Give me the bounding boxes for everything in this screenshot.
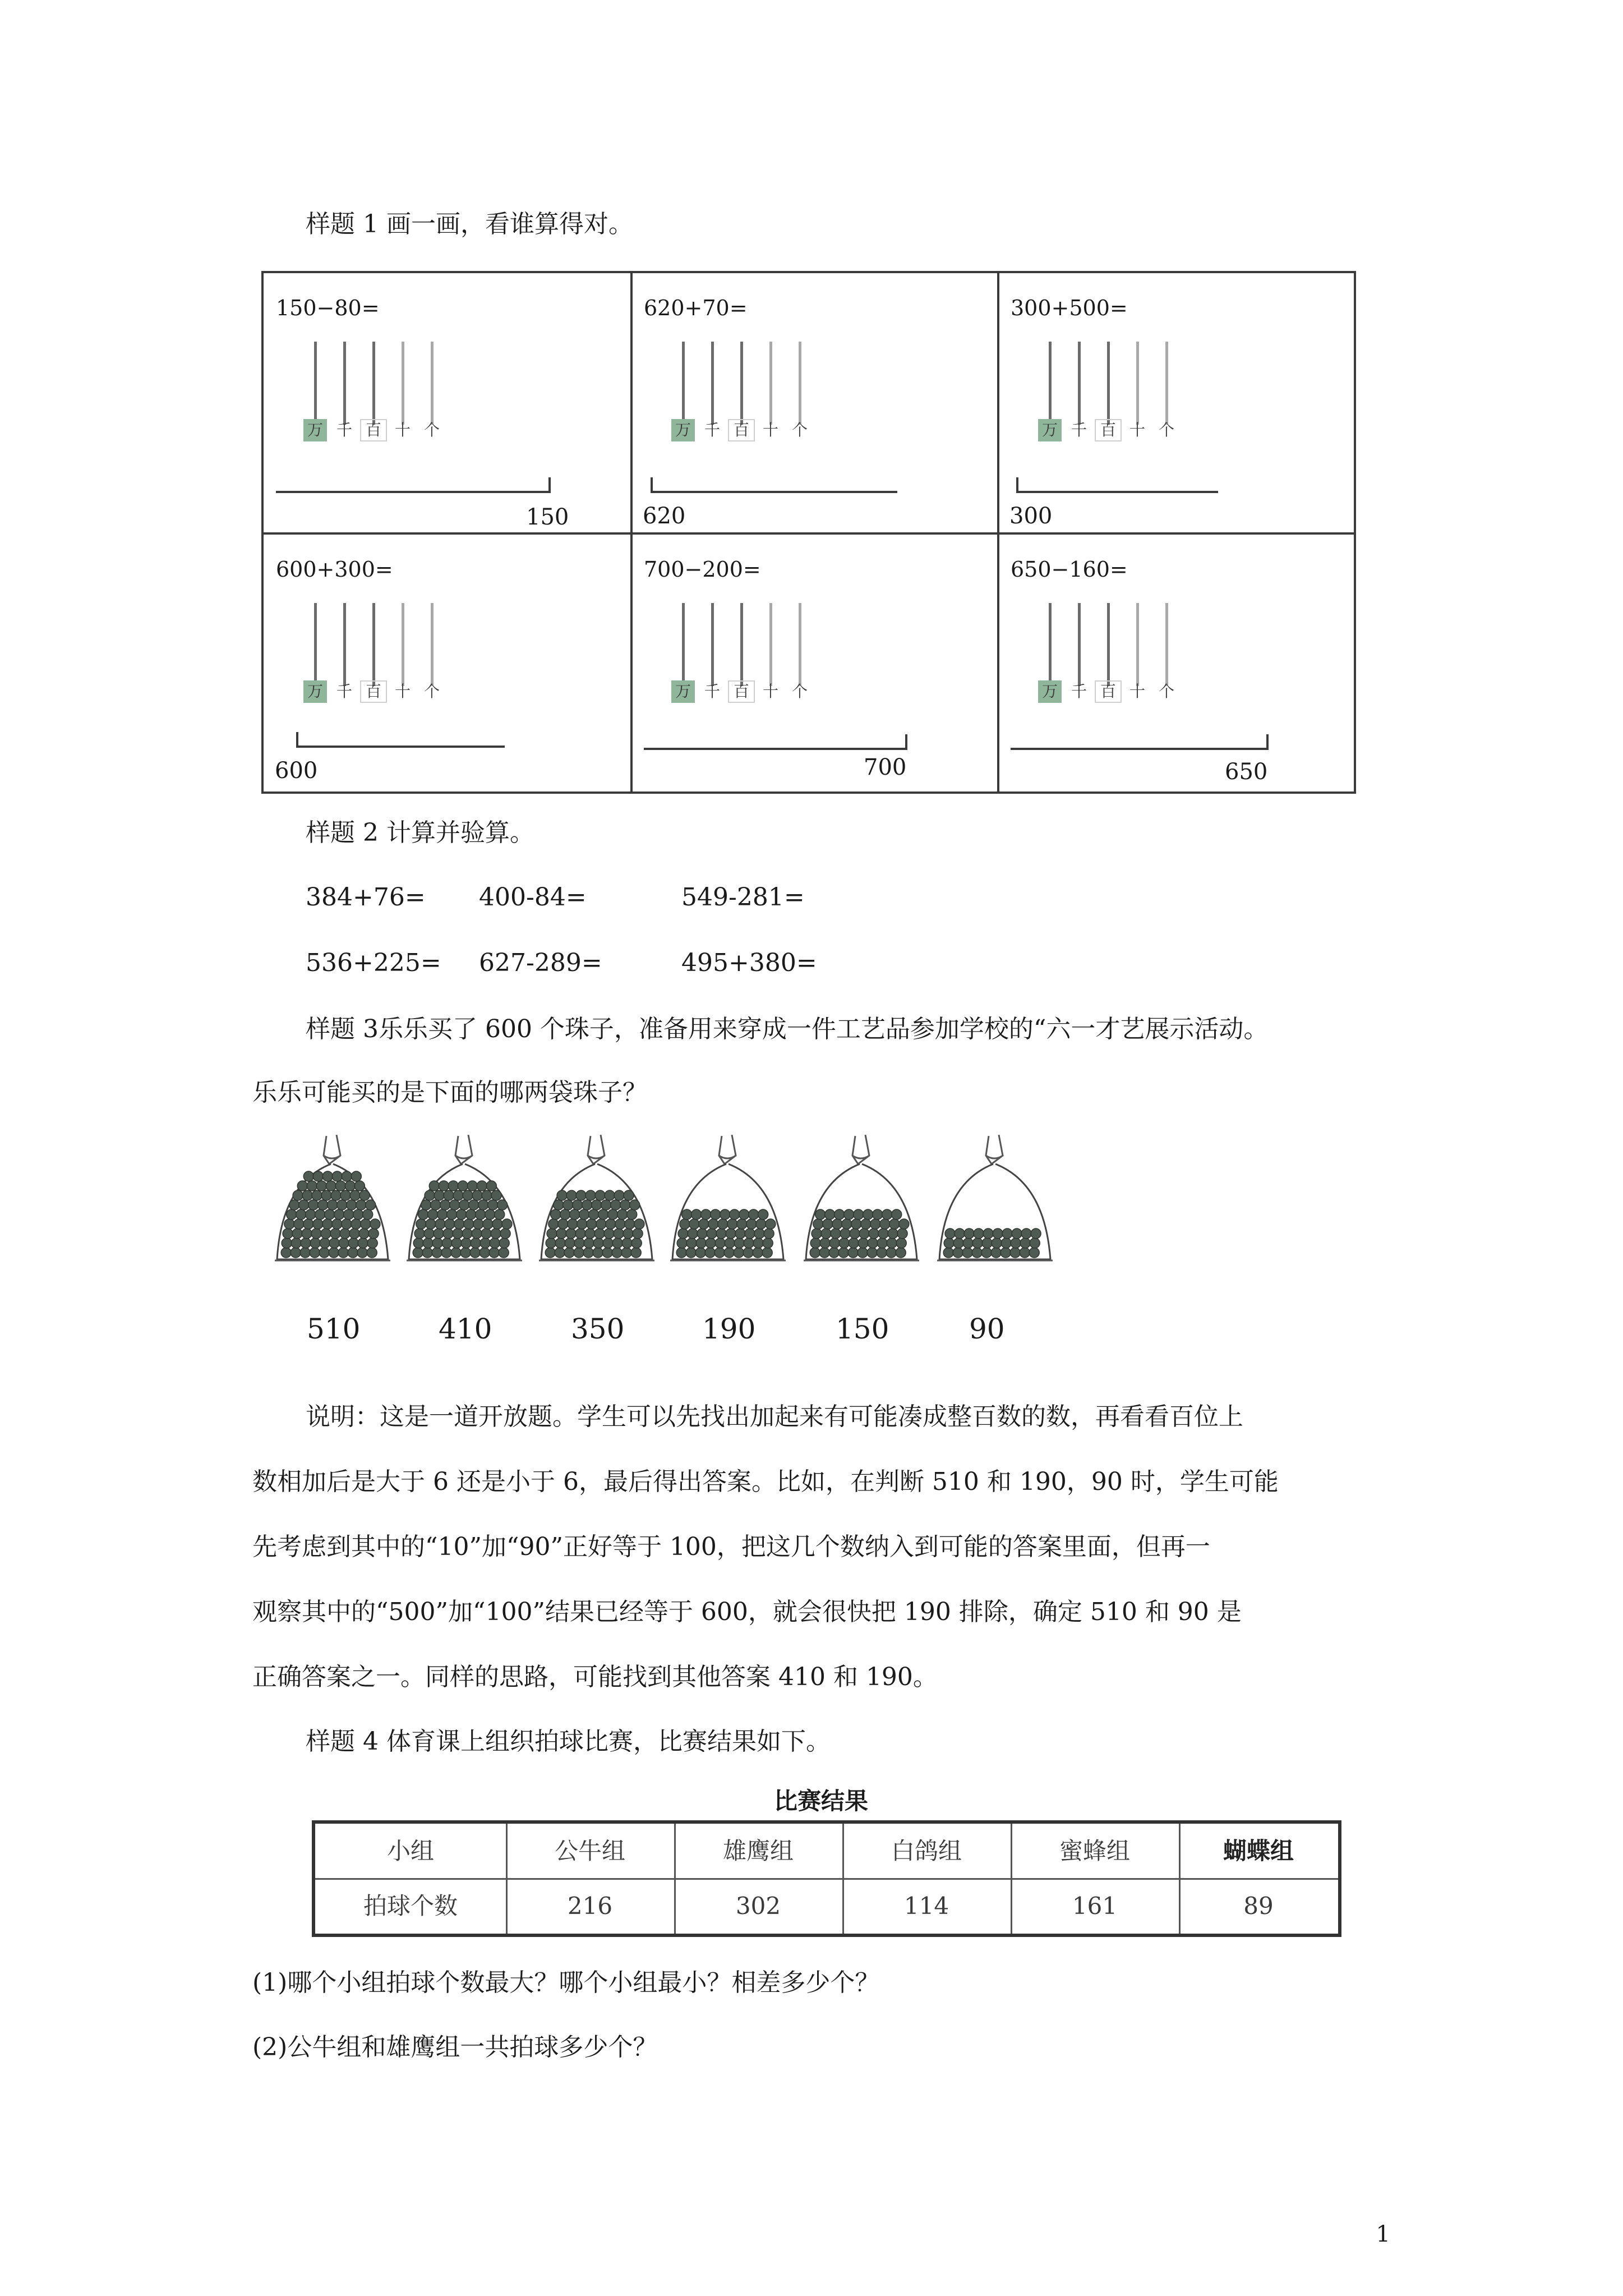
abacus-rod <box>1078 603 1081 686</box>
abacus-rod <box>1165 603 1168 686</box>
abacus-rod <box>769 342 772 425</box>
number-line <box>651 491 897 493</box>
place-box <box>728 680 755 703</box>
number-line-tick <box>1016 477 1018 493</box>
place-label: 个 <box>1158 421 1174 439</box>
bag-count-label: 410 <box>439 1313 492 1345</box>
question-2: (2)公牛组和雄鹰组一共拍球多少个？ <box>252 2033 658 2062</box>
bag-count-label: 150 <box>836 1313 889 1345</box>
bead-bag <box>534 1130 658 1282</box>
table-cell: 161 <box>1072 1892 1118 1920</box>
place-box <box>1095 419 1122 441</box>
number-line-tick <box>651 477 653 493</box>
place-label: 万 <box>671 680 695 703</box>
place-label: 百 <box>1100 421 1116 439</box>
number-line-label: 620 <box>643 503 686 529</box>
problem2-item: 384+76= <box>306 883 426 912</box>
place-label: 百 <box>733 682 749 701</box>
cell-expression: 620+70= <box>644 296 748 320</box>
abacus-rod <box>740 342 743 425</box>
number-line-tick <box>296 732 298 748</box>
abacus-rod <box>314 603 317 686</box>
table-cell: 114 <box>903 1892 949 1920</box>
abacus-rod <box>372 603 375 686</box>
place-label: 万 <box>303 419 327 441</box>
place-label: 千 <box>1071 421 1087 439</box>
page-number: 1 <box>1376 2221 1390 2247</box>
place-label: 千 <box>704 682 720 701</box>
bead-bag <box>270 1130 394 1282</box>
explanation-line: 数相加后是大于 6 还是小于 6，最后得出答案。比如，在判断 510 和 190，90 时，学生可能 <box>252 1467 1279 1496</box>
problem1-cell <box>264 273 629 532</box>
place-label: 十 <box>762 682 778 701</box>
place-label: 万 <box>671 419 695 441</box>
cell-expression: 600+300= <box>276 557 393 582</box>
explanation-line: 先考虑到其中的“10”加“90”正好等于 100，把这几个数纳入到可能的答案里面，但再一 <box>252 1533 1210 1561</box>
problem1-grid <box>261 271 1356 794</box>
place-label: 十 <box>762 421 778 439</box>
table-cell: 216 <box>567 1892 613 1920</box>
abacus-rod <box>682 603 685 686</box>
explanation-line: 正确答案之一。同样的思路，可能找到其他答案 410 和 190。 <box>252 1663 938 1691</box>
place-label: 十 <box>394 421 411 439</box>
place-label: 万 <box>303 680 327 703</box>
place-label: 个 <box>423 682 440 701</box>
abacus-rod <box>799 603 801 686</box>
explanation-line: 观察其中的“500”加“100”结果已经等于 600，就会很快把 190 排除，确定 510 和 90 是 <box>252 1598 1242 1626</box>
place-label: 千 <box>704 421 720 439</box>
number-line-tick <box>905 734 907 750</box>
abacus-rod <box>740 603 743 686</box>
abacus-rod <box>1078 342 1081 425</box>
abacus-rod <box>1165 342 1168 425</box>
place-label: 千 <box>336 682 352 701</box>
number-line <box>296 746 505 748</box>
table-header-cell: 雄鹰组 <box>722 1837 794 1865</box>
problem1-cell <box>631 273 997 532</box>
place-label: 百 <box>365 682 381 701</box>
place-label: 万 <box>1038 419 1062 441</box>
abacus-rod <box>431 603 434 686</box>
bead-bag <box>933 1130 1056 1282</box>
place-label: 百 <box>365 421 381 439</box>
problem1-cell <box>998 273 1357 532</box>
cell-expression: 150−80= <box>276 296 380 320</box>
place-label: 个 <box>423 421 440 439</box>
number-line-label: 300 <box>1009 503 1053 529</box>
abacus-rod <box>1107 342 1110 425</box>
bag-count-label: 510 <box>307 1313 361 1345</box>
abacus-rod <box>1049 603 1052 686</box>
table-header-cell: 白鸽组 <box>891 1837 962 1865</box>
number-line-label: 650 <box>1225 759 1268 785</box>
place-label: 个 <box>1158 682 1174 701</box>
place-label: 个 <box>791 421 808 439</box>
number-line <box>1011 748 1269 750</box>
problem3-line1: 样题 3乐乐买了 600 个珠子，准备用来穿成一件工艺品参加学校的“六一才艺展示活动。 <box>306 1015 1269 1043</box>
table-header-cell: 蝴蝶组 <box>1223 1837 1294 1865</box>
abacus-rod <box>769 603 772 686</box>
place-label: 百 <box>1100 682 1116 701</box>
number-line <box>276 491 551 493</box>
bag-count-label: 90 <box>969 1313 1005 1345</box>
problem2-title: 样题 2 计算并验算。 <box>306 818 534 847</box>
bead-bag <box>799 1130 923 1282</box>
problem2-item: 400-84= <box>479 883 587 912</box>
problem1-title: 样题 1 画一画，看谁算得对。 <box>306 210 633 238</box>
abacus-rod <box>343 603 346 686</box>
table-header-cell: 公牛组 <box>554 1837 625 1865</box>
table-title: 比赛结果 <box>774 1787 869 1815</box>
place-label: 十 <box>1129 421 1145 439</box>
cell-expression: 300+500= <box>1011 296 1128 320</box>
number-line <box>644 748 907 750</box>
abacus-rod <box>402 342 404 425</box>
bead-bag <box>666 1130 789 1282</box>
problem1-cell <box>631 535 997 794</box>
question-1: (1)哪个小组拍球个数最大？哪个小组最小？相差多少个？ <box>252 1968 880 1997</box>
place-box <box>360 680 387 703</box>
cell-expression: 700−200= <box>644 557 761 582</box>
abacus-rod <box>711 603 714 686</box>
place-label: 个 <box>791 682 808 701</box>
number-line-tick <box>548 477 551 493</box>
abacus-rod <box>402 603 404 686</box>
abacus-rod <box>314 342 317 425</box>
abacus-rod <box>711 342 714 425</box>
abacus-rod <box>1107 603 1110 686</box>
table-header-cell: 小组 <box>386 1837 434 1865</box>
number-line-label: 600 <box>275 758 318 784</box>
problem4-title: 样题 4 体育课上组织拍球比赛，比赛结果如下。 <box>306 1727 831 1756</box>
abacus-rod <box>1049 342 1052 425</box>
problem2-item: 549-281= <box>681 883 805 912</box>
results-table <box>312 1820 1341 1937</box>
place-label: 十 <box>394 682 411 701</box>
problem2-item: 627-289= <box>479 949 602 977</box>
place-box <box>728 419 755 441</box>
problem1-cell <box>998 535 1357 794</box>
place-label: 十 <box>1129 682 1145 701</box>
explanation-line: 说明：这是一道开放题。学生可以先找出加起来有可能凑成整百数的数，再看看百位上 <box>306 1402 1243 1431</box>
table-header-cell: 蜜蜂组 <box>1059 1837 1130 1865</box>
abacus-rod <box>799 342 801 425</box>
problem3-line2: 乐乐可能买的是下面的哪两袋珠子？ <box>252 1078 647 1107</box>
problem2-item: 536+225= <box>306 949 441 977</box>
abacus-rod <box>431 342 434 425</box>
abacus-rod <box>343 342 346 425</box>
place-box <box>360 419 387 441</box>
abacus-rod <box>682 342 685 425</box>
abacus-rod <box>1136 342 1139 425</box>
place-label: 万 <box>1038 680 1062 703</box>
bag-count-label: 350 <box>571 1313 625 1345</box>
problem2-item: 495+380= <box>681 949 817 977</box>
place-box <box>1095 680 1122 703</box>
number-line <box>1016 491 1218 493</box>
place-label: 千 <box>336 421 352 439</box>
place-label: 百 <box>733 421 749 439</box>
bag-count-label: 190 <box>702 1313 756 1345</box>
cell-expression: 650−160= <box>1011 557 1128 582</box>
table-cell: 89 <box>1243 1892 1274 1920</box>
problem1-cell <box>264 535 629 794</box>
place-label: 千 <box>1071 682 1087 701</box>
number-line-label: 150 <box>526 504 569 530</box>
bead-bag <box>402 1130 525 1282</box>
table-cell: 拍球个数 <box>363 1892 458 1920</box>
table-cell: 302 <box>735 1892 781 1920</box>
table-divider <box>315 1878 1338 1880</box>
number-line-tick <box>1266 734 1269 750</box>
abacus-rod <box>1136 603 1139 686</box>
abacus-rod <box>372 342 375 425</box>
number-line-label: 700 <box>864 754 907 780</box>
